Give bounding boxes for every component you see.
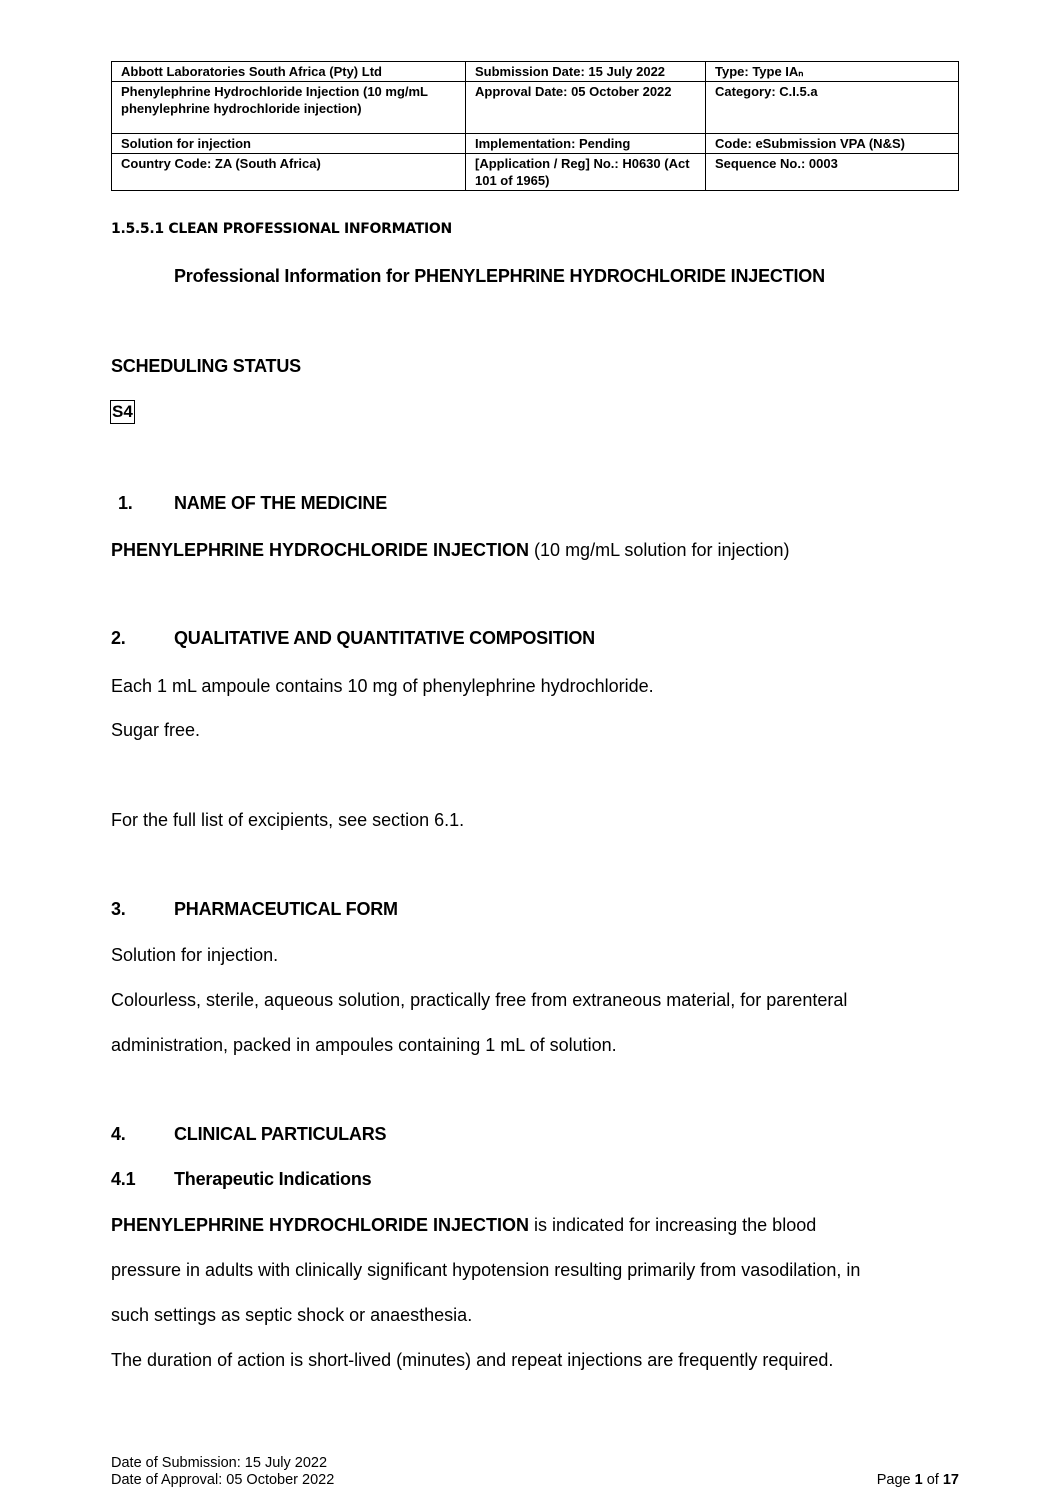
subsection-4-1-number: 4.1 <box>111 1169 136 1189</box>
table-row <box>112 82 959 134</box>
section-1-body <box>111 539 790 561</box>
table-row <box>112 154 959 191</box>
section-2-line: Each 1 mL ampoule contains 10 mg of phenylephrine hydrochloride. <box>111 676 654 696</box>
table-cell: Category: C.I.5.a <box>706 82 959 134</box>
page-prefix: Page <box>876 1472 915 1488</box>
table-row <box>112 134 959 154</box>
section-3-title: PHARMACEUTICAL FORM <box>174 899 398 919</box>
section-label: 1.5.5.1 CLEAN PROFESSIONAL INFORMATION <box>111 221 452 237</box>
table-row <box>112 62 959 82</box>
page-of: of <box>922 1472 943 1488</box>
table-cell: Solution for injection <box>112 134 466 154</box>
section-4-line: pressure in adults with clinically significant hypotension resulting primarily from vasodilation, in <box>111 1260 861 1280</box>
section-4-line: The duration of action is short-lived (minutes) and repeat injections are frequently required. <box>111 1350 834 1370</box>
table-cell: Submission Date: 15 July 2022 <box>466 62 706 82</box>
medicine-name: PHENYLEPHRINE HYDROCHLORIDE INJECTION <box>111 540 530 560</box>
table-cell: Implementation: Pending <box>466 134 706 154</box>
footer-dates <box>111 1455 334 1489</box>
footer-submission-date: Date of Submission: 15 July 2022 <box>111 1455 328 1471</box>
section-2-line: For the full list of excipients, see section 6.1. <box>111 810 465 830</box>
section-2-line: Sugar free. <box>111 720 201 740</box>
medicine-name: PHENYLEPHRINE HYDROCHLORIDE INJECTION <box>111 1215 530 1235</box>
section-2-number: 2. <box>111 628 126 648</box>
table-cell: Sequence No.: 0003 <box>706 154 959 191</box>
section-3-line: Colourless, sterile, aqueous solution, practically free from extraneous material, for parenteral <box>111 990 848 1010</box>
page-current: 1 <box>914 1472 923 1488</box>
page-number <box>877 1472 959 1489</box>
section-2-title: QUALITATIVE AND QUANTITATIVE COMPOSITION <box>174 628 595 648</box>
table-cell: Code: eSubmission VPA (N&S) <box>706 134 959 154</box>
scheduling-status-heading: SCHEDULING STATUS <box>111 356 301 376</box>
section-4-title: CLINICAL PARTICULARS <box>174 1124 387 1144</box>
table-cell: Country Code: ZA (South Africa) <box>112 154 466 191</box>
section-3-number: 3. <box>111 899 126 919</box>
table-cell: [Application / Reg] No.: H0630 (Act 101 of 1965) <box>466 154 706 191</box>
section-3-line: administration, packed in ampoules containing 1 mL of solution. <box>111 1035 617 1055</box>
section-1-number: 1. <box>118 493 133 513</box>
table-cell: Abbott Laboratories South Africa (Pty) Ltd <box>112 62 466 82</box>
table-cell: Type: Type IAₙ <box>706 62 959 82</box>
page-total: 17 <box>942 1472 959 1488</box>
submission-header-table <box>111 61 959 191</box>
subsection-4-1-title: Therapeutic Indications <box>174 1169 372 1189</box>
table-cell: Phenylephrine Hydrochloride Injection (10 mg/mL phenylephrine hydrochloride injection) <box>112 82 466 134</box>
document-title: Professional Information for PHENYLEPHRINE HYDROCHLORIDE INJECTION <box>174 266 825 286</box>
schedule-badge: S4 <box>110 400 135 424</box>
section-3-line: Solution for injection. <box>111 945 279 965</box>
section-4-line-text: is indicated for increasing the blood <box>529 1215 817 1235</box>
section-4-line <box>111 1214 816 1236</box>
table-cell: Approval Date: 05 October 2022 <box>466 82 706 134</box>
section-4-number: 4. <box>111 1124 126 1144</box>
section-1-title: NAME OF THE MEDICINE <box>174 493 388 513</box>
medicine-strength: (10 mg/mL solution for injection) <box>529 540 790 560</box>
footer-approval-date: Date of Approval: 05 October 2022 <box>111 1472 335 1488</box>
section-4-line: such settings as septic shock or anaesthesia. <box>111 1305 473 1325</box>
